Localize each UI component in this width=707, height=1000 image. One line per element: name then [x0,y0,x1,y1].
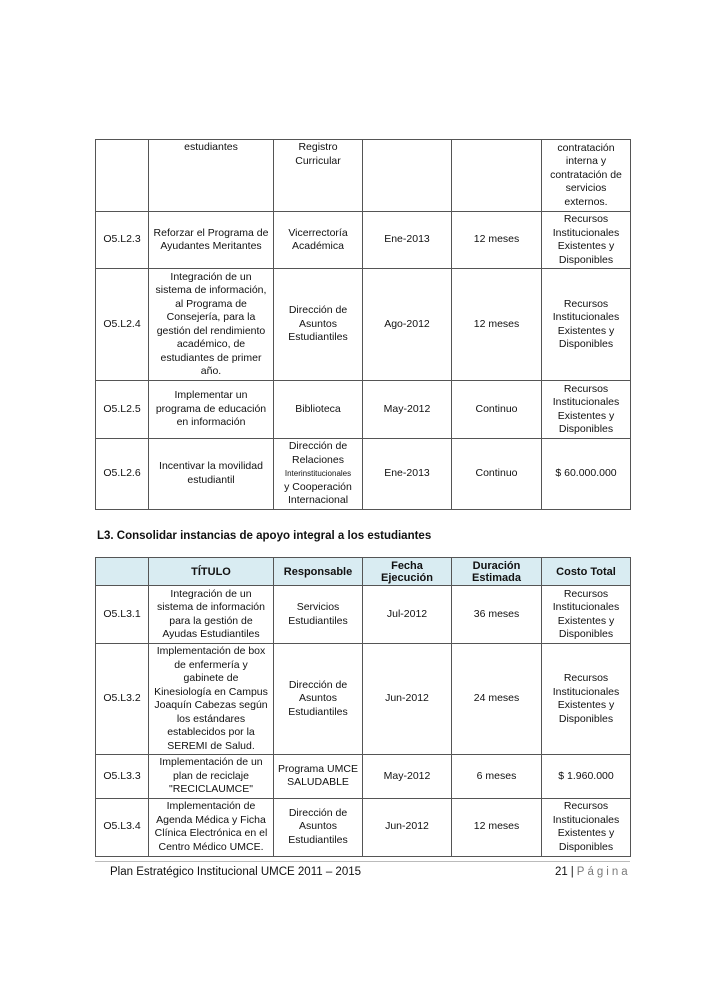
row-title: Integración de un sistema de información para la gestión de Ayudas Estudiantiles [149,586,274,644]
row-duration: 12 meses [452,269,542,381]
table-row [96,755,631,799]
row-responsible: Registro Curricular [274,140,363,212]
row-duration: 24 meses [452,644,542,755]
table-row [96,269,631,381]
row-responsible [274,439,363,510]
row-date: May-2012 [363,755,452,799]
page-word: Página [576,866,631,878]
row-date: Jun-2012 [363,798,452,856]
header-code [96,558,149,586]
page-separator: | [570,866,574,878]
activities-table-l2 [95,139,631,510]
row-date: Ene-2013 [363,439,452,510]
row-cost: contratación interna y contratación de servicios externos. [542,140,631,212]
row-cost: Recursos Institucionales Existentes y Disponibles [542,644,631,755]
row-cost: Recursos Institucionales Existentes y Disponibles [542,269,631,381]
header-date: Fecha Ejecución [363,558,452,586]
row-responsible: Servicios Estudiantiles [274,586,363,644]
header-title: TÍTULO [149,558,274,586]
row-duration [452,140,542,212]
row-code: O5.L2.4 [96,269,149,381]
row-responsible: Biblioteca [274,381,363,439]
table-row [96,586,631,644]
row-responsible: Dirección de Asuntos Estudiantiles [274,269,363,381]
row-code: O5.L2.3 [96,212,149,269]
row-title: Implementación de Agenda Médica y Ficha Clínica Electrónica en el Centro Médico UMCE. [149,798,274,856]
table-row [96,140,631,212]
header-cost: Costo Total [542,558,631,586]
table-header-row [96,558,631,586]
row-code: O5.L3.3 [96,755,149,799]
header-duration: Duración Estimada [452,558,542,586]
row-date: Jul-2012 [363,586,452,644]
responsible-line-2: y Cooperación Internacional [284,480,352,506]
row-code: O5.L2.5 [96,381,149,439]
row-date [363,140,452,212]
row-title: Incentivar la movilidad estudiantil [149,439,274,510]
page-number: 21 [555,866,568,878]
row-title: Implementación de box de enfermería y gabinete de Kinesiología en Campus Joaquín Cabezas según los estándares establecidos por la SEREMI de Salud. [149,644,274,755]
row-cost: $ 60.000.000 [542,439,631,510]
table-row [96,644,631,755]
row-duration: 36 meses [452,586,542,644]
responsible-line-1: Dirección de Relaciones [288,440,348,466]
table-row [96,798,631,856]
row-cost: Recursos Institucionales Existentes y Disponibles [542,798,631,856]
row-duration: Continuo [452,439,542,510]
row-duration: Continuo [452,381,542,439]
row-code: O5.L3.2 [96,644,149,755]
row-code: O5.L2.6 [96,439,149,510]
section-title: L3. Consolidar instancias de apoyo integral a los estudiantes [97,530,432,542]
row-code: O5.L3.1 [96,586,149,644]
footer-page-indicator [555,866,631,878]
table-row [96,439,631,510]
row-responsible: Vicerrectoría Académica [274,212,363,269]
row-date: Jun-2012 [363,644,452,755]
row-responsible: Dirección de Asuntos Estudiantiles [274,644,363,755]
row-responsible: Programa UMCE SALUDABLE [274,755,363,799]
row-title: Integración de un sistema de información, al Programa de Consejería, para la gestión del rendimiento académico, de estudiantes de primer año. [149,269,274,381]
header-responsible: Responsable [274,558,363,586]
row-duration: 12 meses [452,212,542,269]
footer-divider [95,861,630,862]
row-cost: $ 1.960.000 [542,755,631,799]
table-row [96,381,631,439]
row-title: Implementar un programa de educación en información [149,381,274,439]
row-duration: 6 meses [452,755,542,799]
row-cost: Recursos Institucionales Existentes y Disponibles [542,586,631,644]
activities-table-l3 [95,557,631,857]
responsible-line-small: Interinstitucionales [284,469,352,478]
row-code: O5.L3.4 [96,798,149,856]
row-date: May-2012 [363,381,452,439]
row-date: Ene-2013 [363,212,452,269]
row-title: Implementación de un plan de reciclaje "RECICLAUMCE" [149,755,274,799]
footer-document-title: Plan Estratégico Institucional UMCE 2011 – 2015 [110,866,362,878]
row-responsible: Dirección de Asuntos Estudiantiles [274,798,363,856]
row-title: Reforzar el Programa de Ayudantes Meritantes [149,212,274,269]
row-date: Ago-2012 [363,269,452,381]
row-code [96,140,149,212]
row-cost: Recursos Institucionales Existentes y Disponibles [542,381,631,439]
row-cost: Recursos Institucionales Existentes y Disponibles [542,212,631,269]
row-title: estudiantes [149,140,274,212]
table-row [96,212,631,269]
row-duration: 12 meses [452,798,542,856]
